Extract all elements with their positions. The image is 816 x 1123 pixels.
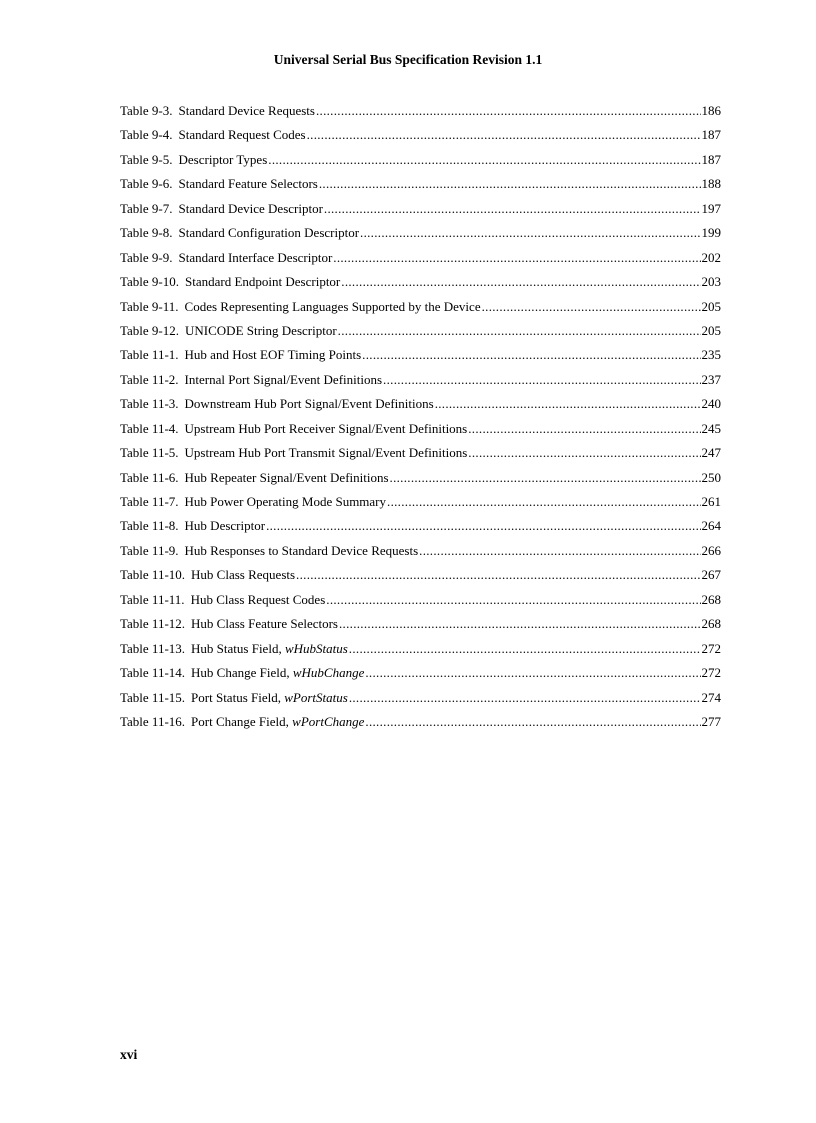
dot-leader	[383, 371, 700, 388]
toc-entry-title: Standard Request Codes	[178, 127, 306, 143]
toc-entry-number: Table 9-12.	[120, 322, 180, 338]
toc-entry-label	[120, 102, 315, 119]
toc-entry-page: 187	[701, 127, 721, 143]
list-of-tables	[120, 102, 721, 737]
toc-entry-label	[120, 298, 481, 315]
toc-entry-label	[120, 664, 364, 681]
toc-entry-number: Table 9-11.	[120, 298, 179, 314]
toc-entry-label	[120, 713, 364, 730]
dot-leader	[362, 346, 700, 363]
toc-entry-title: Descriptor Types	[178, 151, 268, 167]
toc-entry-number: Table 9-10.	[120, 274, 180, 290]
toc-entry-label	[120, 591, 325, 608]
page-header	[0, 51, 816, 69]
toc-entry-page: 266	[701, 542, 721, 558]
toc-entry-number: Table 11-15.	[120, 689, 186, 705]
toc-entry-page: 187	[701, 151, 721, 167]
toc-entry-number: Table 11-2.	[120, 371, 179, 387]
dot-leader	[349, 689, 701, 706]
toc-entry-title: Hub Class Request Codes	[190, 591, 326, 607]
toc-entry-page: 186	[701, 103, 721, 118]
toc-entry-number: Table 11-13.	[120, 640, 186, 656]
dot-leader	[468, 420, 700, 437]
toc-entry-title: Standard Device Descriptor	[178, 200, 323, 216]
toc-entry-title: Standard Feature Selectors	[178, 176, 318, 192]
toc-entry-title: Standard Device Requests	[178, 103, 315, 118]
toc-entry-number: Table 11-1.	[120, 347, 179, 363]
toc-entry[interactable]	[120, 664, 721, 688]
toc-entry-number: Table 11-5.	[120, 445, 179, 461]
dot-leader	[333, 249, 700, 266]
toc-entry-number: Table 11-9.	[120, 542, 179, 558]
toc-entry[interactable]	[120, 713, 721, 737]
toc-entry-title: Hub and Host EOF Timing Points	[184, 347, 362, 363]
toc-entry[interactable]	[120, 420, 721, 444]
toc-entry-page: 240	[701, 396, 721, 412]
toc-entry-page: 261	[701, 494, 721, 509]
dot-leader	[324, 200, 701, 217]
toc-entry[interactable]	[120, 346, 721, 370]
toc-entry-page: 197	[701, 200, 721, 216]
toc-entry-page: 267	[701, 567, 721, 583]
toc-entry-title-italic: wHubChange	[292, 665, 365, 681]
toc-entry-title: Standard Endpoint Descriptor	[185, 274, 341, 290]
toc-entry[interactable]	[120, 102, 721, 126]
toc-entry-number: Table 9-4.	[120, 127, 173, 143]
toc-entry-label	[120, 224, 359, 241]
toc-entry-label	[120, 542, 418, 559]
toc-entry[interactable]	[120, 517, 721, 541]
toc-entry[interactable]	[120, 200, 721, 224]
toc-entry[interactable]	[120, 469, 721, 493]
toc-entry-title: Hub Status Field,	[191, 640, 285, 656]
toc-entry[interactable]	[120, 175, 721, 199]
toc-entry-title: Internal Port Signal/Event Definitions	[184, 371, 383, 387]
toc-entry[interactable]	[120, 493, 721, 517]
toc-entry-number: Table 11-14.	[120, 665, 186, 681]
toc-entry[interactable]	[120, 151, 721, 175]
toc-entry-page: 205	[701, 298, 721, 314]
toc-entry-label	[120, 444, 467, 461]
toc-entry-label	[120, 371, 382, 388]
toc-entry-title: Standard Interface Descriptor	[178, 249, 333, 265]
dot-leader	[268, 151, 700, 168]
toc-entry-title: Upstream Hub Port Receiver Signal/Event Definitions	[184, 420, 468, 436]
toc-entry[interactable]	[120, 371, 721, 395]
toc-entry[interactable]	[120, 322, 721, 346]
dot-leader	[319, 175, 701, 192]
toc-entry-number: Table 9-5.	[120, 151, 173, 167]
toc-entry[interactable]	[120, 224, 721, 248]
toc-entry-number: Table 11-10.	[120, 567, 186, 583]
toc-entry-label	[120, 273, 340, 290]
toc-entry-number: Table 11-16.	[120, 713, 186, 729]
toc-entry-title: Port Status Field,	[191, 689, 285, 705]
toc-entry-title: Hub Class Feature Selectors	[191, 616, 338, 632]
toc-entry-label	[120, 126, 306, 143]
toc-entry-number: Table 11-7.	[120, 494, 179, 509]
toc-entry-number: Table 9-8.	[120, 225, 173, 241]
toc-entry-page: 277	[701, 713, 721, 729]
toc-entry[interactable]	[120, 249, 721, 273]
dot-leader	[360, 224, 700, 241]
dot-leader	[307, 126, 701, 143]
toc-entry-page: 205	[701, 322, 721, 338]
document-title: Universal Serial Bus Specification Revision 1.1	[273, 52, 543, 67]
toc-entry-page: 250	[701, 469, 721, 485]
toc-entry-number: Table 9-7.	[120, 200, 173, 216]
toc-entry-title-italic: wPortStatus	[284, 689, 348, 705]
toc-entry-label	[120, 151, 267, 168]
toc-entry-label	[120, 346, 361, 363]
toc-entry-page: 188	[701, 176, 721, 192]
toc-entry-number: Table 9-9.	[120, 249, 173, 265]
dot-leader	[365, 664, 700, 681]
dot-leader	[326, 591, 700, 608]
dot-leader	[419, 542, 700, 559]
toc-entry-label	[120, 689, 348, 706]
dot-leader	[339, 615, 701, 632]
toc-entry-page: 272	[701, 640, 721, 656]
dot-leader	[468, 444, 700, 461]
toc-entry-label	[120, 615, 338, 632]
toc-entry-number: Table 11-8.	[120, 518, 179, 534]
dot-leader	[341, 273, 700, 290]
toc-entry[interactable]	[120, 615, 721, 639]
toc-entry-label	[120, 640, 348, 657]
toc-entry-label	[120, 249, 332, 266]
toc-entry-number: Table 9-6.	[120, 176, 173, 192]
dot-leader	[390, 469, 701, 486]
toc-entry[interactable]	[120, 689, 721, 713]
toc-entry-page: 274	[701, 689, 721, 705]
toc-entry[interactable]	[120, 273, 721, 297]
toc-entry-number: Table 11-3.	[120, 396, 179, 412]
toc-entry-title: Codes Representing Languages Supported by the Device	[184, 298, 481, 314]
toc-entry[interactable]	[120, 126, 721, 150]
toc-entry-number: Table 11-6.	[120, 469, 179, 485]
toc-entry-page: 203	[701, 274, 721, 290]
toc-entry[interactable]	[120, 566, 721, 590]
page-number: xvi	[120, 1047, 138, 1062]
toc-entry-label	[120, 200, 323, 217]
toc-entry-page: 247	[701, 445, 721, 461]
toc-entry-page: 245	[701, 420, 721, 436]
toc-entry-label	[120, 493, 386, 510]
toc-entry-title: UNICODE String Descriptor	[185, 322, 337, 338]
toc-entry-number: Table 11-12.	[120, 616, 186, 632]
toc-entry-title: Hub Power Operating Mode Summary	[184, 494, 387, 509]
toc-entry[interactable]	[120, 444, 721, 468]
toc-entry-title: Hub Repeater Signal/Event Definitions	[184, 469, 389, 485]
toc-entry-page: 202	[701, 249, 721, 265]
toc-entry[interactable]	[120, 395, 721, 419]
toc-entry-title: Hub Class Requests	[191, 567, 296, 583]
dot-leader	[365, 713, 700, 730]
toc-entry-title: Downstream Hub Port Signal/Event Definitions	[184, 396, 434, 412]
toc-entry-label	[120, 420, 467, 437]
toc-entry[interactable]	[120, 591, 721, 615]
toc-entry[interactable]	[120, 542, 721, 566]
toc-entry-page: 264	[701, 518, 721, 534]
toc-entry-label	[120, 566, 295, 583]
toc-entry-title: Standard Configuration Descriptor	[178, 225, 360, 241]
dot-leader	[266, 517, 700, 534]
toc-entry-title: Hub Descriptor	[184, 518, 266, 534]
toc-entry-label	[120, 517, 265, 534]
toc-entry-label	[120, 469, 389, 486]
dot-leader	[349, 640, 701, 657]
toc-entry[interactable]	[120, 298, 721, 322]
dot-leader	[316, 102, 701, 119]
toc-entry-title-italic: wPortChange	[292, 713, 365, 729]
toc-entry-title: Port Change Field,	[191, 713, 293, 729]
dot-leader	[338, 322, 701, 339]
toc-entry-page: 272	[701, 665, 721, 681]
dot-leader	[387, 493, 700, 510]
toc-entry-page: 268	[701, 616, 721, 632]
toc-entry[interactable]	[120, 640, 721, 664]
dot-leader	[296, 566, 700, 583]
toc-entry-page: 199	[701, 225, 721, 241]
toc-entry-number: Table 11-11.	[120, 591, 185, 607]
toc-entry-title-italic: wHubStatus	[284, 640, 348, 656]
toc-entry-number: Table 9-3.	[120, 103, 173, 118]
toc-entry-title: Upstream Hub Port Transmit Signal/Event Definitions	[184, 445, 468, 461]
toc-entry-title: Hub Change Field,	[191, 665, 293, 681]
toc-entry-page: 237	[701, 371, 721, 387]
toc-entry-page: 268	[701, 591, 721, 607]
toc-entry-title: Hub Responses to Standard Device Requests	[184, 542, 419, 558]
toc-entry-number: Table 11-4.	[120, 420, 179, 436]
toc-entry-label	[120, 175, 318, 192]
dot-leader	[435, 395, 701, 412]
toc-entry-page: 235	[701, 347, 721, 363]
dot-leader	[482, 298, 701, 315]
toc-entry-label	[120, 322, 337, 339]
toc-entry-label	[120, 395, 434, 412]
